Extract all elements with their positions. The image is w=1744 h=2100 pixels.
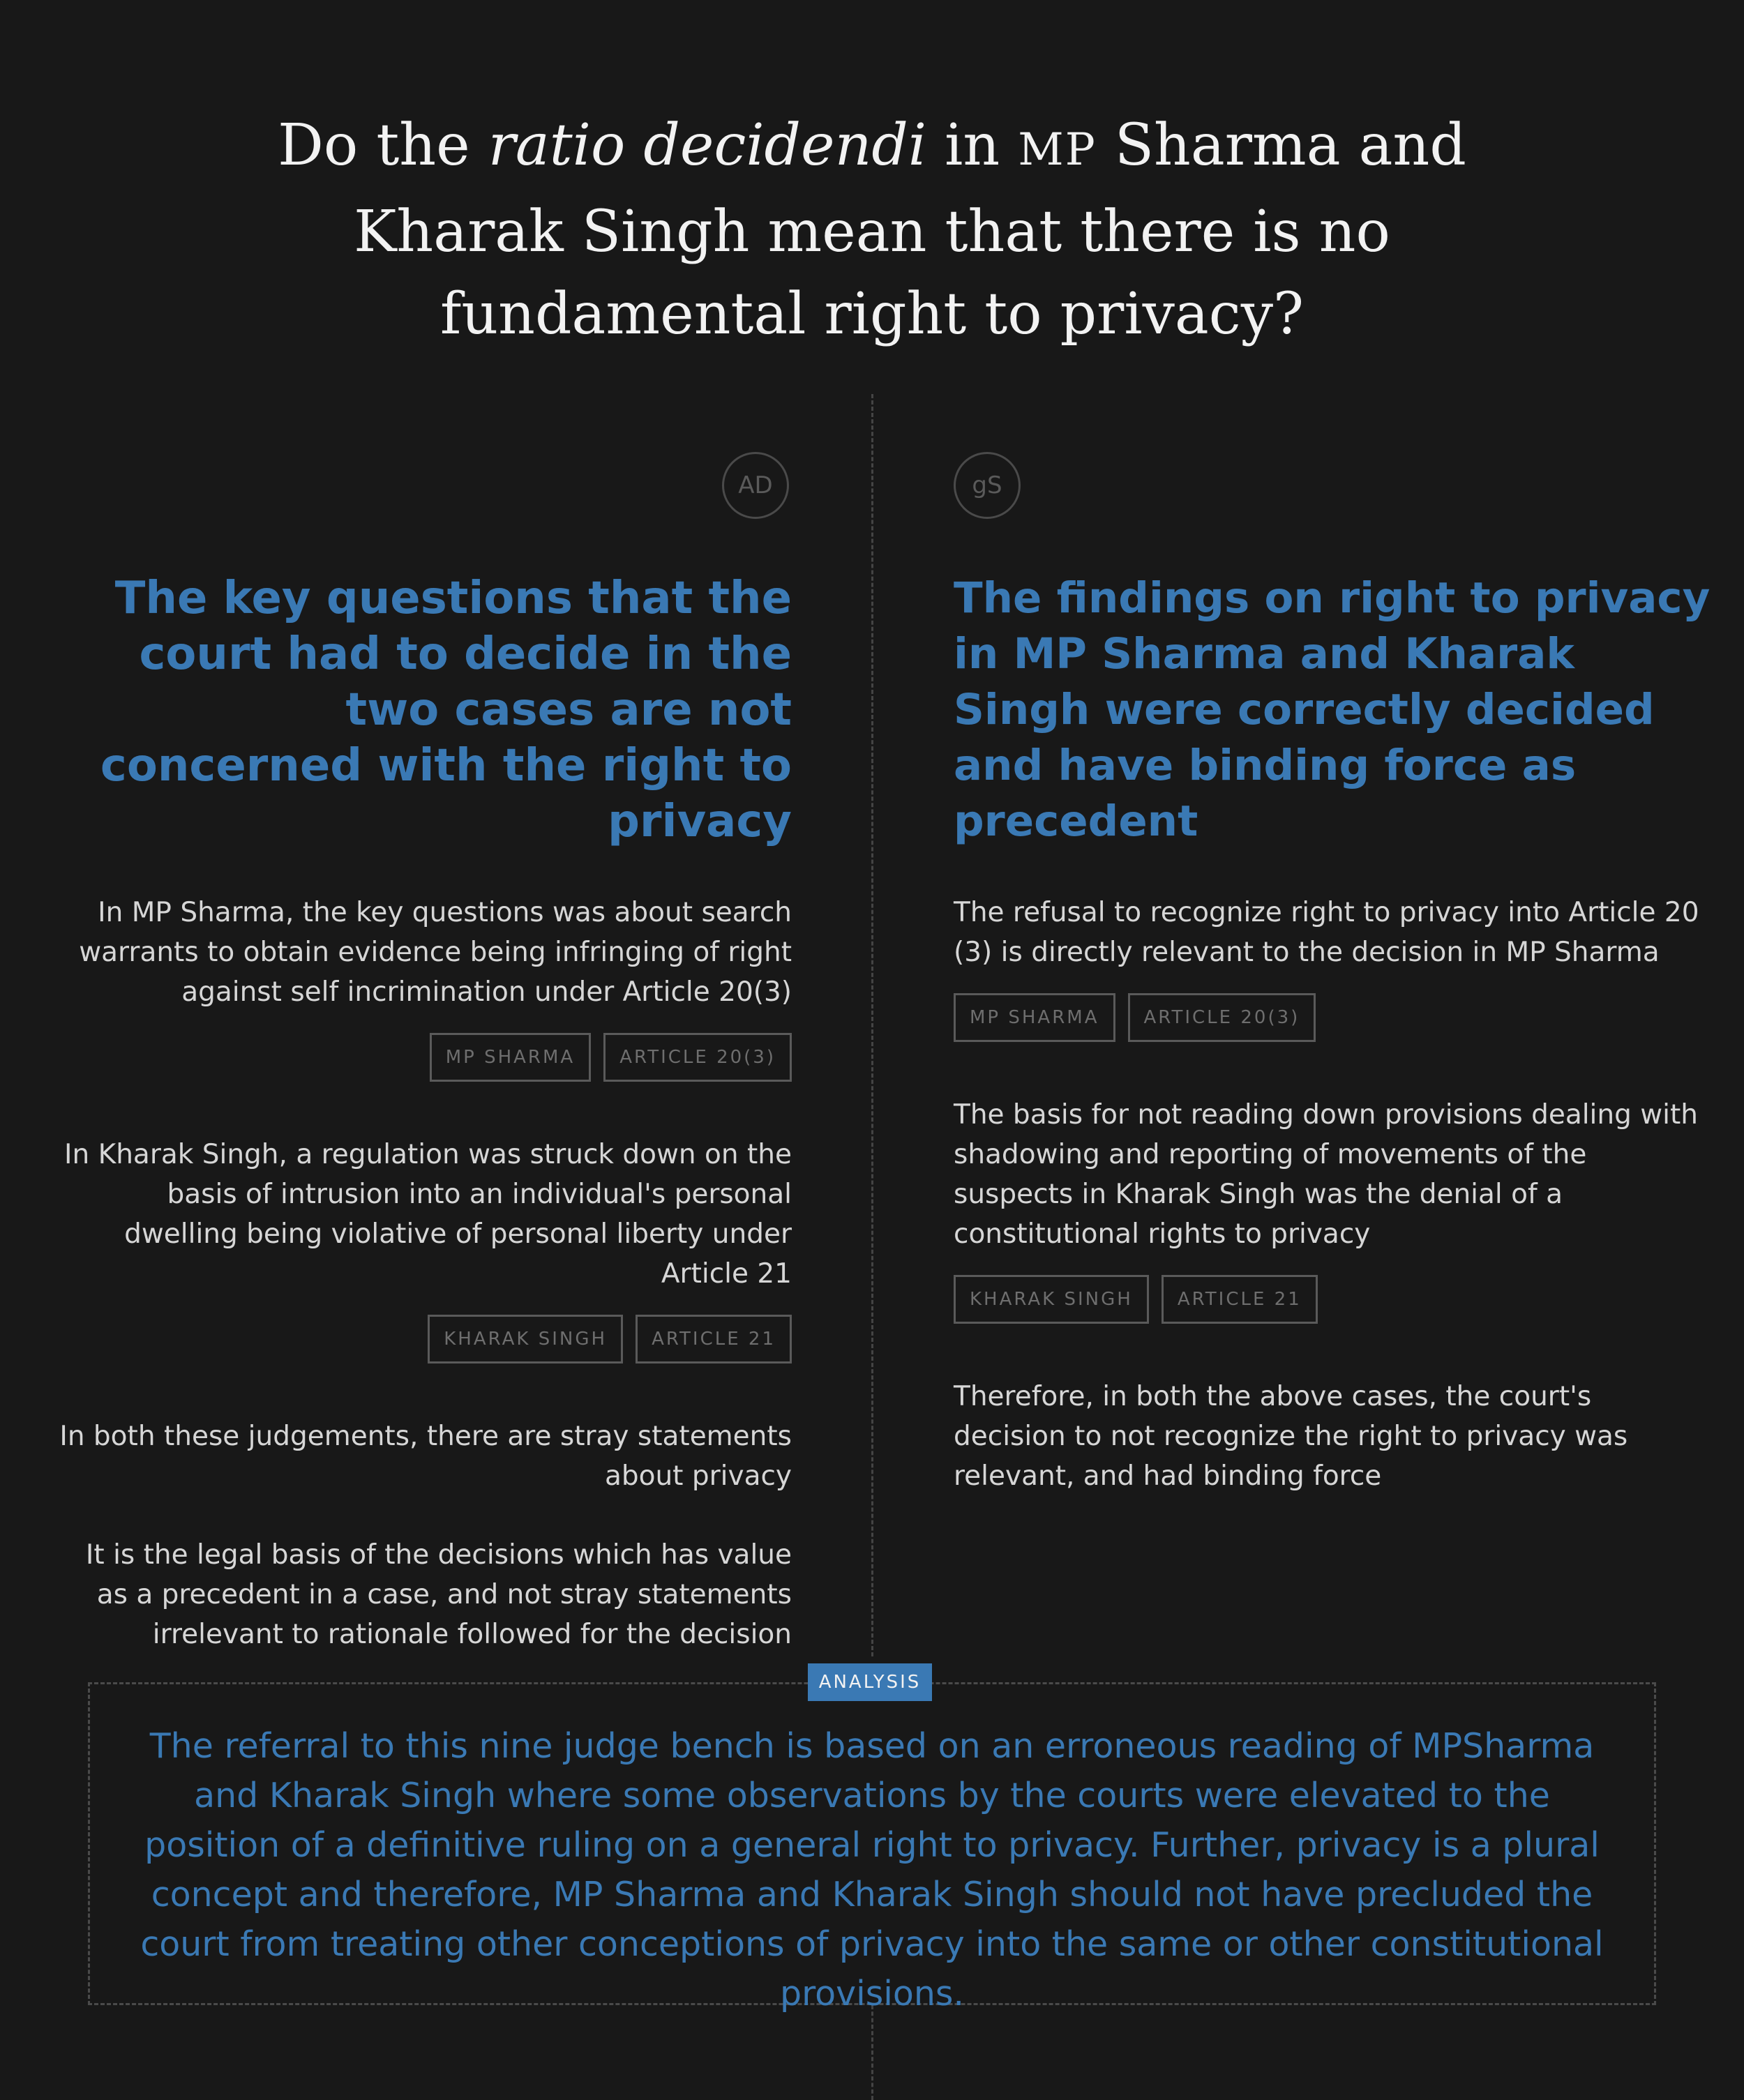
- tag-article-21[interactable]: ARTICLE 21: [1162, 1275, 1318, 1324]
- tag-kharak-singh[interactable]: KHARAK SINGH: [954, 1275, 1149, 1324]
- title-line-1: Do the ratio decidendi in MP Sharma and: [278, 112, 1466, 179]
- left-heading: The key questions that the court had to decide in the two cases are not concerned with the right to privacy: [100, 573, 792, 847]
- left-point-2: In Kharak Singh, a regulation was struck down on the basis of intrusion into an individual's personal dwelling being violative of personal liberty under Article 21: [64, 1139, 792, 1290]
- avatar-right: gS: [954, 452, 1021, 519]
- analysis-text: The referral to this nine judge bench is based on an erroneous reading of MPSharma and Kharak Singh where some observations by the courts were elevated to the position of a definitive ruling on a general right to privacy. Further, privacy is a plural concept and therefore, MP Sharma and Kharak Singh should not have precluded the court from treating other conceptions of privacy into the same or other constitutional provisions.: [140, 1726, 1604, 2014]
- tag-kharak-singh[interactable]: KHARAK SINGH: [428, 1315, 623, 1364]
- right-column: [954, 571, 1714, 1496]
- tag-article-21[interactable]: ARTICLE 21: [636, 1315, 792, 1364]
- title-line-3: fundamental right to privacy?: [439, 281, 1305, 347]
- center-divider-bottom: [871, 2005, 873, 2100]
- right-heading: The findings on right to privacy in MP Sharma and Kharak Singh were correctly decided and have binding force as precedent: [954, 573, 1711, 846]
- tag-mp-sharma[interactable]: MP SHARMA: [954, 993, 1115, 1042]
- left-point-1-tags: [38, 1033, 792, 1082]
- tag-article-20-3[interactable]: ARTICLE 20(3): [1128, 993, 1316, 1042]
- right-point-2-tags: [954, 1275, 1714, 1324]
- analysis-badge: ANALYSIS: [808, 1663, 932, 1701]
- tag-article-20-3[interactable]: ARTICLE 20(3): [603, 1033, 792, 1082]
- left-point-1: In MP Sharma, the key questions was about search warrants to obtain evidence being infringing of right against self incrimination under Article 20(3): [79, 897, 792, 1008]
- left-note-1: In both these judgements, there are stray statements about privacy: [59, 1421, 792, 1492]
- right-conclusion: Therefore, in both the above cases, the court's decision to not recognize the right to privacy was relevant, and had binding force: [954, 1381, 1628, 1492]
- left-column: [38, 571, 792, 1654]
- right-point-1: The refusal to recognize right to privacy into Article 20 (3) is directly relevant to the decision in MP Sharma: [954, 897, 1699, 968]
- title-italic-term: ratio decidendi: [488, 112, 927, 179]
- left-note-2: It is the legal basis of the decisions which has value as a precedent in a case, and not stray statements irrelevant to rationale followed for the decision: [85, 1539, 792, 1650]
- tag-mp-sharma[interactable]: MP SHARMA: [430, 1033, 592, 1082]
- right-point-2: The basis for not reading down provisions dealing with shadowing and reporting of movements of the suspects in Kharak Singh was the denial of a constitutional rights to privacy: [954, 1099, 1698, 1250]
- title-smallcaps: MP: [1018, 124, 1097, 176]
- avatar-left: AD: [722, 452, 789, 519]
- center-divider: [871, 394, 873, 1656]
- left-point-2-tags: [38, 1315, 792, 1364]
- right-point-1-tags: [954, 993, 1714, 1042]
- page-title: [174, 105, 1570, 356]
- title-line-2: Kharak Singh mean that there is no: [354, 199, 1390, 265]
